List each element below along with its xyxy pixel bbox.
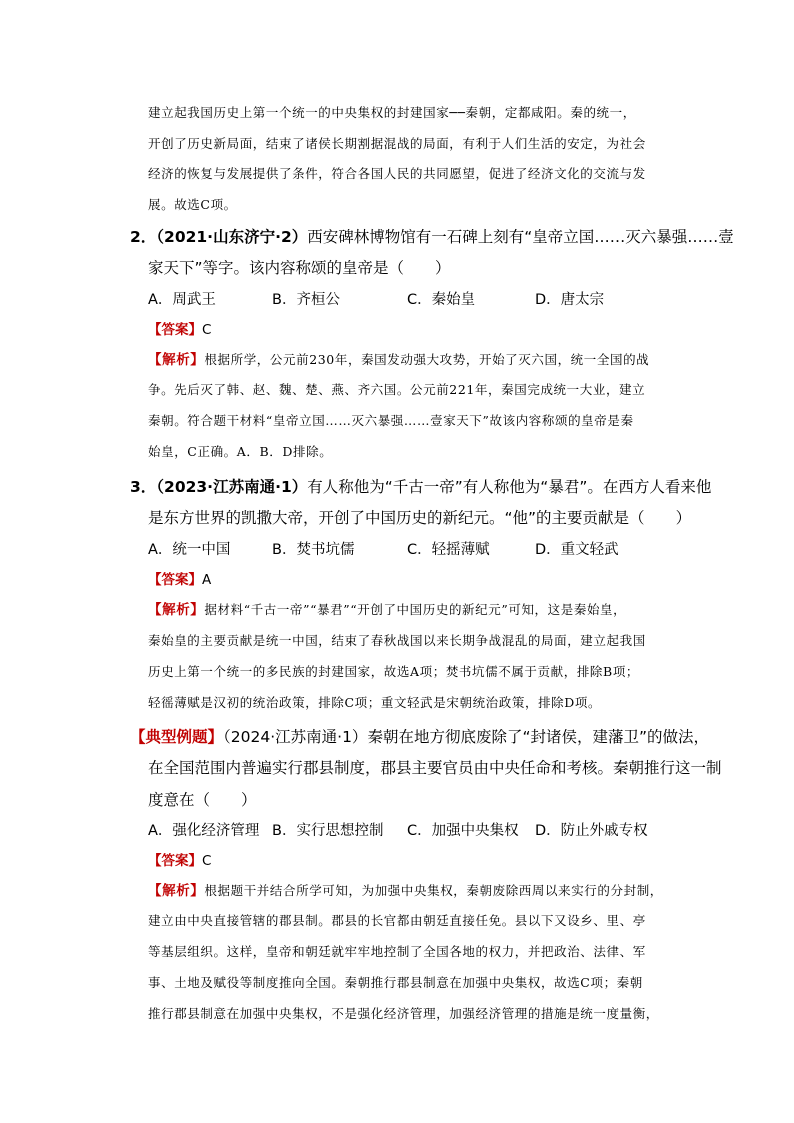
q2-answer [148, 321, 211, 339]
q2-answer-value: C [202, 322, 212, 338]
q2-option-a: A．周武王 [148, 292, 216, 308]
q3-answer [148, 571, 211, 589]
typical-stem-text: 秦朝在地方彻底废除了“封诸侯，建藩卫”的做法， [367, 728, 709, 746]
typical-answer [148, 852, 211, 870]
typical-explanation-line: 建立由中央直接管辖的郡县制。郡县的长官都由朝廷直接任免。县以下又设乡、里、亭 [148, 913, 646, 928]
q3-answer-tag: 【答案】 [148, 572, 202, 588]
prev-explanation-line: 展。故选C项。 [148, 197, 237, 212]
q3-explanation-text: 据材料“千古一帝”“暴君”“开创了中国历史的新纪元”可知，这是秦始皇， [204, 602, 627, 617]
typical-stem-line2: 在全国范围内普遍实行郡县制度，郡县主要官员由中央任命和考核。秦朝推行这一制 [148, 759, 722, 777]
q2-option-c: C．秦始皇 [407, 292, 476, 308]
prev-explanation-line: 开创了历史新局面，结束了诸侯长期割据混战的局面，有利于人们生活的安定，为社会 [148, 136, 646, 151]
q2-explain-tag: 【解析】 [148, 352, 205, 368]
typical-stem-line1 [130, 727, 709, 747]
prev-explanation-line: 建立起我国历史上第一个统一的中央集权的封建国家──秦朝，定都咸阳。秦的统一， [148, 105, 636, 120]
q3-option-c: C．轻摇薄赋 [407, 542, 490, 558]
typical-stem-line3: 度意在（ ） [148, 791, 257, 809]
typical-explanation-line: 事、土地及赋役等制度推向全国。秦朝推行郡县制意在加强中央集权，故选C项；秦朝 [148, 975, 643, 990]
q2-option-d: D．唐太宗 [535, 292, 605, 308]
prev-explanation-line: 经济的恢复与发展提供了条件，符合各国人民的共同愿望，促进了经济文化的交流与发 [148, 166, 646, 181]
typical-explanation-line: 推行郡县制意在加强中央集权，不是强化经济管理，加强经济管理的措施是统一度量衡， [148, 1006, 659, 1021]
q2-stem-text: 西安碑林博物馆有一石碑上刻有“皇帝立国……灭六暴强……壹 [307, 228, 734, 246]
typical-answer-tag: 【答案】 [148, 853, 202, 869]
q2-stem-line1 [130, 227, 734, 247]
q3-number: 3． [130, 478, 157, 496]
q3-stem-text: 有人称他为“千古一帝”有人称他为“暴君”。在西方人看来他 [307, 478, 712, 496]
typical-explain-tag: 【解析】 [148, 883, 205, 899]
q3-answer-value: A [202, 572, 212, 588]
typical-option-a: A．强化经济管理 [148, 823, 260, 839]
q3-explanation-line: 秦始皇的主要贡献是统一中国，结束了春秋战国以来长期争战混乱的局面，建立起我国 [148, 633, 646, 648]
q2-explanation-line: 争。先后灭了韩、赵、魏、楚、燕、齐六国。公元前221年，秦国完成统一大业，建立 [148, 382, 646, 397]
q3-stem-line2: 是东方世界的凯撒大帝，开创了中国历史的新纪元。“他”的主要贡献是（ ） [148, 509, 692, 527]
q2-explanation-text: 根据所学，公元前230年，秦国发动强大攻势，开始了灭六国，统一全国的战 [204, 352, 650, 367]
q3-option-b: B．焚书坑儒 [272, 542, 355, 558]
typical-source: （2024·江苏南通·1） [223, 728, 368, 746]
typical-label: 【典型例题】 [130, 728, 224, 746]
typical-explanation-line1 [148, 883, 663, 899]
q3-explanation-line: 历史上第一个统一的多民族的封建国家，故选A项；焚书坑儒不属于贡献，排除B项； [148, 664, 640, 679]
typical-answer-value: C [202, 853, 212, 869]
q3-option-d: D．重文轻武 [535, 542, 619, 558]
q2-answer-tag: 【答案】 [148, 322, 202, 338]
q3-source: （2023·江苏南通·1） [156, 478, 308, 496]
typical-explanation-text: 根据题干并结合所学可知，为加强中央集权，秦朝废除西周以来实行的分封制， [204, 883, 663, 898]
q3-explain-tag: 【解析】 [148, 602, 205, 618]
q3-option-a: A．统一中国 [148, 542, 231, 558]
q2-source: （2021·山东济宁·2） [156, 228, 308, 246]
q3-stem-line1 [130, 477, 711, 497]
q3-explanation-line1 [148, 602, 626, 618]
q2-explanation-line: 始皇，C正确。A．B．D排除。 [148, 444, 333, 459]
q3-explanation-line: 轻徭薄赋是汉初的统治政策，排除C项；重文轻武是宋朝统治政策，排除D项。 [148, 695, 602, 710]
typical-option-c: C．加强中央集权 [407, 823, 519, 839]
typical-explanation-line: 等基层组织。这样，皇帝和朝廷就牢牢地控制了全国各地的权力，并把政治、法律、军 [148, 944, 646, 959]
q2-explanation-line1 [148, 352, 649, 368]
typical-option-b: B．实行思想控制 [272, 823, 384, 839]
q2-option-b: B．齐桓公 [272, 292, 340, 308]
typical-option-d: D．防止外戚专权 [535, 823, 648, 839]
q2-explanation-line: 秦朝。符合题干材料“皇帝立国……灭六暴强……壹家天下”故该内容称颂的皇帝是秦 [148, 413, 634, 428]
q2-number: 2． [130, 228, 157, 246]
q2-stem-line2: 家天下”等字。该内容称颂的皇帝是（ ） [148, 259, 451, 277]
